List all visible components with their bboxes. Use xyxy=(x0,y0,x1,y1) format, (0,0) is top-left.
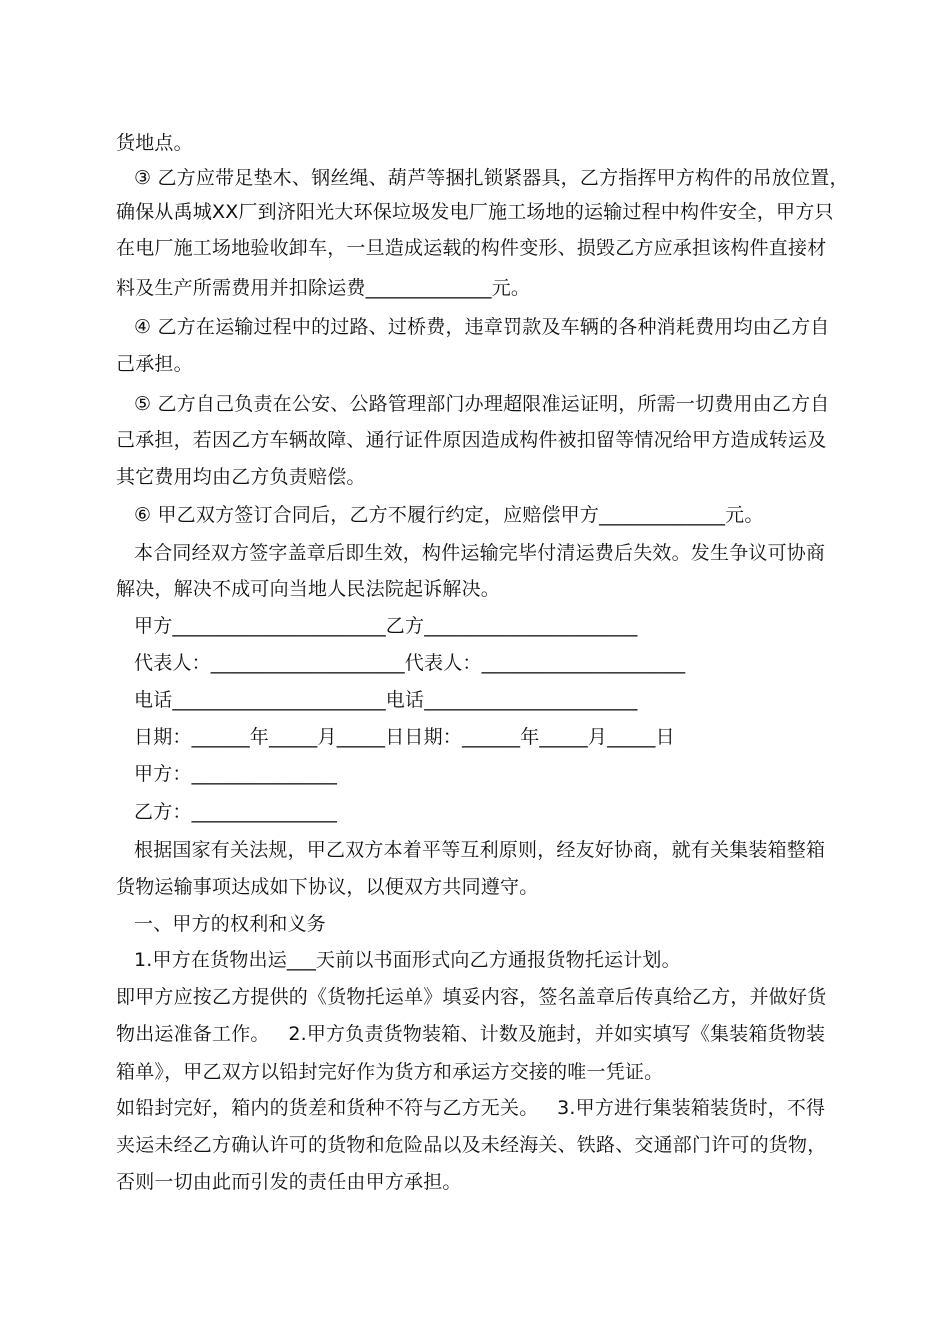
text-line: ③ 乙方应带足垫木、钢丝绳、葫芦等捆扎锁紧器具，乙方指挥甲方构件的吊放位置， xyxy=(134,167,849,189)
signature-line-party-a-b: 甲方______________________乙方______________________ xyxy=(134,615,638,637)
text-line: 如铅封完好，箱内的货差和货种不符与乙方无关。 3.甲方进行集装箱装货时，不得 xyxy=(116,1097,826,1119)
signature-line-representative: 代表人：____________________代表人：_____________________ xyxy=(134,652,686,674)
text-line: 解决，解决不成可向当地人民法院起诉解决。 xyxy=(116,578,501,600)
text-line: 根据国家有关法规，甲乙双方本着平等互利原则，经友好协商，就有关集装箱整箱 xyxy=(134,839,826,861)
signature-line-phone: 电话______________________电话______________________ xyxy=(134,689,638,711)
text-line: ⑥ 甲乙双方签订合同后，乙方不履行约定，应赔偿甲方_____________元。 xyxy=(134,504,764,526)
text-line: 箱单》，甲乙双方以铅封完好作为货方和承运方交接的唯一凭证。 xyxy=(116,1061,664,1083)
text-line: 1.甲方在货物出运___天前以书面形式向乙方通报货物托运计划。 xyxy=(134,949,681,971)
text-line: 即甲方应按乙方提供的《货物托运单》填妥内容，签名盖章后传真给乙方，并做好货 xyxy=(116,986,827,1008)
text-line: 否则一切由此而引发的责任由甲方承担。 xyxy=(116,1171,462,1193)
text-line: ⑤ 乙方自己负责在公安、公路管理部门办理超限准运证明，所需一切费用由乙方自 xyxy=(134,393,830,415)
text-line: 货物运输事项达成如下协议，以便双方共同遵守。 xyxy=(116,876,539,898)
text-line: 己承担。 xyxy=(116,353,193,375)
signature-line-party-b: 乙方：_______________ xyxy=(134,801,338,823)
text-line: 本合同经双方签字盖章后即生效，构件运输完毕付清运费后失效。发生争议可协商 xyxy=(134,542,826,564)
text-line: 确保从禹城XX厂到济阳光大环保垃圾发电厂施工场地的运输过程中构件安全，甲方只 xyxy=(116,201,834,223)
text-line: 夹运未经乙方确认许可的货物和危险品以及未经海关、铁路、交通部门许可的货物， xyxy=(116,1134,827,1156)
signature-line-date: 日期：______年_____月_____日日期：______年_____月_____日 xyxy=(134,726,675,748)
section-heading: 一、甲方的权利和义务 xyxy=(134,913,327,935)
text-line: 其它费用均由乙方负责赔偿。 xyxy=(116,466,366,488)
text-line: 货地点。 xyxy=(116,132,193,154)
text-line: 己承担，若因乙方车辆故障、通行证件原因造成构件被扣留等情况给甲方造成转运及 xyxy=(116,429,827,451)
text-line: 在电厂施工场地验收卸车，一旦造成运载的构件变形、损毁乙方应承担该构件直接材 xyxy=(116,237,827,259)
text-line: 料及生产所需费用并扣除运费_____________元。 xyxy=(116,277,531,299)
text-line: 物出运准备工作。 2.甲方负责货物装箱、计数及施封，并如实填写《集装箱货物装 xyxy=(116,1023,826,1045)
signature-line-party-a: 甲方：_______________ xyxy=(134,763,338,785)
text-line: ④ 乙方在运输过程中的过路、过桥费，违章罚款及车辆的各种消耗费用均由乙方自 xyxy=(134,316,830,338)
